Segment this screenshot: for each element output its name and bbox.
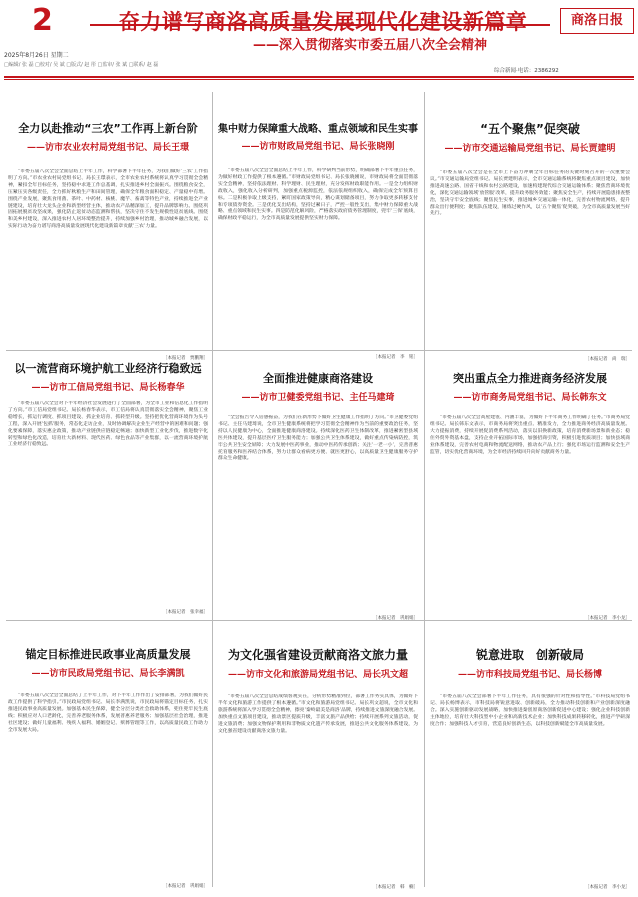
- article-body: “市委五届八次全会全面总结上半年工作，科学研判当前形势，明确部署下半年重点任务，为做好财政工作提供了根本遵循。”市财政局党组书记、局长张晓刚说，市财政局将全面贯彻落实全会精神，坚持依法理财、科学理财、民生理财，充分发挥财政职能作用。一是全力组织财政收入，强化收入分析研判，加强重点税源监控，依法依规组织收入，确保完成全年预算目标。二是积极争取上级支持，紧盯国家政策导向，精心谋划储备项目，努力争取更多转移支付和专项债券资金。三是优化支出结构，坚持过紧日子，严控一般性支出，集中财力保障重大战略、重点领域和民生实事。四是防范化解风险，严格落实政府债务管理制度，兜牢‘三保’底线，确保财政平稳运行，为全市高质量发展提供坚实财力保障。: [218, 168, 418, 222]
- issue-date: 2025年8月26日 星期二: [4, 52, 69, 59]
- article-body: “全会报告令人倍感振奋，为我们在新形势下做好卫生健康工作指明了方向。”市卫健委党组书记、主任马建琦说，全市卫生健康系统将把学习贯彻全会精神作为当前的重要政治任务，坚持以人民健康为中心，全面推进健康商洛建设。持续深化医药卫生体制改革，推进紧密型县域医共体建设，提升基层医疗卫生服务能力；加强公共卫生体系建设，做好重点传染病防控，筑牢公共卫生安全屏障；大力发展中医药事业，推动中医药传承创新；关注‘一老一小’，完善普惠托育服务和医养结合体系，努力让群众看病更方便、就医更舒心，以高质量卫生健康服务守护群众生命健康。: [218, 415, 418, 462]
- article: [430, 92, 630, 362]
- article-body: “市委五届八次全会全面总结了上半年工作，对下半年工作作出了安排部署，为我们做好民政工作提供了科学指引。”市民政局党组书记、局长李满凯说，市民政局将锚定目标任务，扎实推进民政事业高质量发展。加强基本民生保障，健全分层分类社会救助体系，兜住兜牢民生底线；积极应对人口老龄化，完善养老服务体系，发展普惠养老服务；加强基层社会治理，推进社区建设；做好儿童福利、残疾人福利、婚姻登记、殡葬管理等工作，以高质量民政工作助力全市发展大局。: [8, 693, 208, 733]
- article-author: ［本报记者 李小龙］: [585, 616, 630, 621]
- article-title: 全面推进健康商洛建设: [263, 372, 373, 385]
- article: [430, 356, 630, 621]
- column-divider: [424, 92, 425, 887]
- article-body: “市委五届八次全会高屋建瓴、内涵丰富，为做好下半年商务工作明确了任务。”市商务局党组书记、局长韩东文表示，市商务局将突出重点、精准发力，全力推进商务经济高质量发展。大力提振消费，持续开展促消费系列活动，落实以旧换新政策，培育消费新场景和新业态；稳住外贸外资基本盘，支持企业开拓国际市场，加强招商引资，积极引进优质项目；加快县域商业体系建设，完善农村电商和物流配送网络，推动农产品上行；强化市场运行监测和安全生产监管，切实优化营商环境，为全市经济持续回升向好贡献商务力量。: [430, 415, 630, 455]
- article-subtitle: ——访市商务局党组书记、局长韩东文: [453, 393, 607, 403]
- article: [218, 356, 418, 621]
- article: [8, 626, 208, 889]
- article-body: “市委五届八次全会部署下半年工作任务，具有很强的针对性和指导性。”市科技局党组书记、局长杨博表示，市科技局将锐意进取、创新破局，全力推动科技创新和产业创新深度融合。深入实施创新驱动发展战略，加快推进秦创原商洛创新促进中心建设；强化企业科技创新主体地位，培育壮大科技型中小企业和高新技术企业；加快科技成果转移转化，推进产学研深度合作；加强科技人才引育，营造良好创新生态，以科技创新赋能全市高质量发展。: [430, 694, 630, 727]
- article: [218, 92, 418, 360]
- article: [8, 92, 208, 361]
- article-author: ［本报记者 李 铭］: [373, 355, 418, 360]
- article-title: 突出重点全力推进商务经济发展: [453, 372, 607, 385]
- header-rule: [4, 76, 634, 78]
- article: [430, 626, 630, 890]
- article-author: ［本报记者 张幸福］: [163, 610, 208, 615]
- article-title: “五个聚焦”促突破: [480, 122, 580, 136]
- article: [218, 626, 418, 890]
- article-subtitle: ——访市财政局党组书记、局长张晓刚: [241, 142, 395, 152]
- article-body: “市委五届八次全会全面总结上半年工作，科学部署下半年任务，为我们做好‘三农’工作指明了方向。”市农业农村局党组书记、局长王璟表示，全市农业农村系统将认真学习贯彻全会精神，紧扣全年目标任务，坚持稳中求进工作总基调，扎实推进乡村全面振兴。围绕粮食安全，压紧压实各级责任，全力抓好秋粮生产和田间管理，确保全年粮食面积稳定、产量稳中有增。围绕产业发展，聚焦食用菌、茶叶、中药材、核桃、魔芋、畜禽等特色产业，持续推进全产业链建设，培育壮大龙头企业和新型经营主体，推动农产品精深加工，提升品牌影响力。围绕巩固拓展脱贫攻坚成果，强化防止返贫动态监测和帮扶，坚决守住不发生规模性返贫底线。围绕和美乡村建设，深入推进农村人居环境整治提升，持续加强乡村治理，推动城乡融合发展，以实际行动为奋力谱写商洛高质量发展现代化建设新篇章贡献‘三农’力量。: [8, 169, 208, 230]
- article-author: ［本报记者 巩娟娟］: [373, 616, 418, 621]
- article-title: 全力以赴推动“三农”工作再上新台阶: [18, 122, 198, 135]
- article-subtitle: ——访市科技局党组书记、局长杨博: [457, 670, 602, 680]
- article: [8, 356, 208, 615]
- page-header: [0, 0, 638, 78]
- article-author: ［本报记者 巩娟娟］: [163, 884, 208, 889]
- article-subtitle: ——访市工信局党组书记、局长杨春华: [31, 383, 185, 393]
- column-divider: [212, 92, 213, 887]
- article-title: 以一流营商环境护航工业经济行稳致远: [14, 362, 202, 375]
- article-body: “市委五届八次全会总结成绩客观实在，分析形势精准到位，部署工作务实具体，为做好下半年文化和旅游工作提供了根本遵循。”市文化和旅游局党组书记、局长巩文超说，全市文化和旅游系统将深入学习贯彻全会精神，擦亮‘秦岭最美是商洛’品牌，持续推进文旅深度融合发展。加快重点文旅项目建设，推动景区提质升级，丰富文旅产品供给；持续开展系列文旅活动，促进文旅消费；加强文物保护利用和非物质文化遗产传承发展，推进公共文化服务体系建设，为文化强省建设贡献商洛文旅力量。: [218, 694, 418, 734]
- article-subtitle: ——访市卫健委党组书记、主任马建琦: [241, 393, 395, 403]
- article-subtitle: ——访市民政局党组书记、局长李满凯: [31, 669, 185, 679]
- article-title: 锚定目标推进民政事业高质量发展: [25, 648, 191, 661]
- page-number: 2: [32, 3, 53, 38]
- article-body: “市委五届八次全会对下半年经济社会发展进行了全面部署，为全市工业和信息化工作指明了方向。”市工信局党组书记、局长杨春华表示，市工信局将认真贯彻落实全会精神，聚焦工业稳增长，抓运行调度、抓项目建设、抓企业培育、抓转型升级。坚持把优化营商环境作为头号工程，深入开展‘包抓’服务，常态化走访企业，及时协调解决企业生产经营中的困难和问题；强化要素保障，落实惠企政策，推动产业链供应链稳定畅通；加快新型工业化步伐，推进数字化转型和绿色化改造，培育壮大新材料、现代医药、绿色食品等产业集群，以一流营商环境护航工业经济行稳致远。: [8, 401, 208, 448]
- section-phone: 综合新闻·电话：2386292: [494, 68, 559, 74]
- article-body: “市委五届八次全会是在全市上下奋力冲刺全年目标任务的关键时刻召开的一次重要会议。”市交通运输局党组书记、局长贾建明表示，全市交通运输系统将聚焦重点项目建设，加快推进高速公路、国省干线和农村公路建设，加速构建现代综合交通运输体系；聚焦营商环境优化，深化交通运输领域‘放管服’改革，提升政务服务效能；聚焦安全生产，持续开展隐患排查整治，坚决守牢安全底线；聚焦民生实事，推进城乡交通运输一体化，完善农村物流网络，提升群众出行便利度；聚焦队伍建设，锤炼过硬作风，以‘五个聚焦’促突破，为全市高质量发展当好先行。: [430, 170, 630, 217]
- article-author: ［本报记者 贾鹏翔］: [163, 356, 208, 361]
- header-rule-thin: [4, 79, 634, 80]
- newspaper-logo: 商洛日报: [560, 8, 634, 34]
- article-author: ［本报记者 李小龙］: [585, 885, 630, 890]
- article-subtitle: ——访市交通运输局党组书记、局长贾建明: [444, 144, 616, 154]
- article-title: 为文化强省建设贡献商洛文旅力量: [227, 648, 408, 662]
- article-subtitle: ——访市农业农村局党组书记、局长王璟: [26, 143, 189, 153]
- article-author: ［本报记者 尚 瑞］: [585, 357, 630, 362]
- page-subheadline: ——深入贯彻落实市委五届八次全会精神: [252, 38, 487, 53]
- article-title: 集中财力保障重大战略、重点领域和民生实事: [218, 124, 418, 135]
- editor-credits: □编辑/ 张 磊 □校对/ 吴 斌 □版式/ 赵 彤 □监审/ 张 斌 □联系/ 赵 磊: [4, 62, 159, 68]
- article-author: ［本报记者 韩 楠］: [373, 885, 418, 890]
- article-subtitle: ——访市文化和旅游局党组书记、局长巩文超: [227, 670, 408, 680]
- article-title: 锐意进取 创新破局: [475, 648, 584, 662]
- page-headline: 奋力谱写商洛高质量发展现代化建设新篇章: [118, 10, 528, 34]
